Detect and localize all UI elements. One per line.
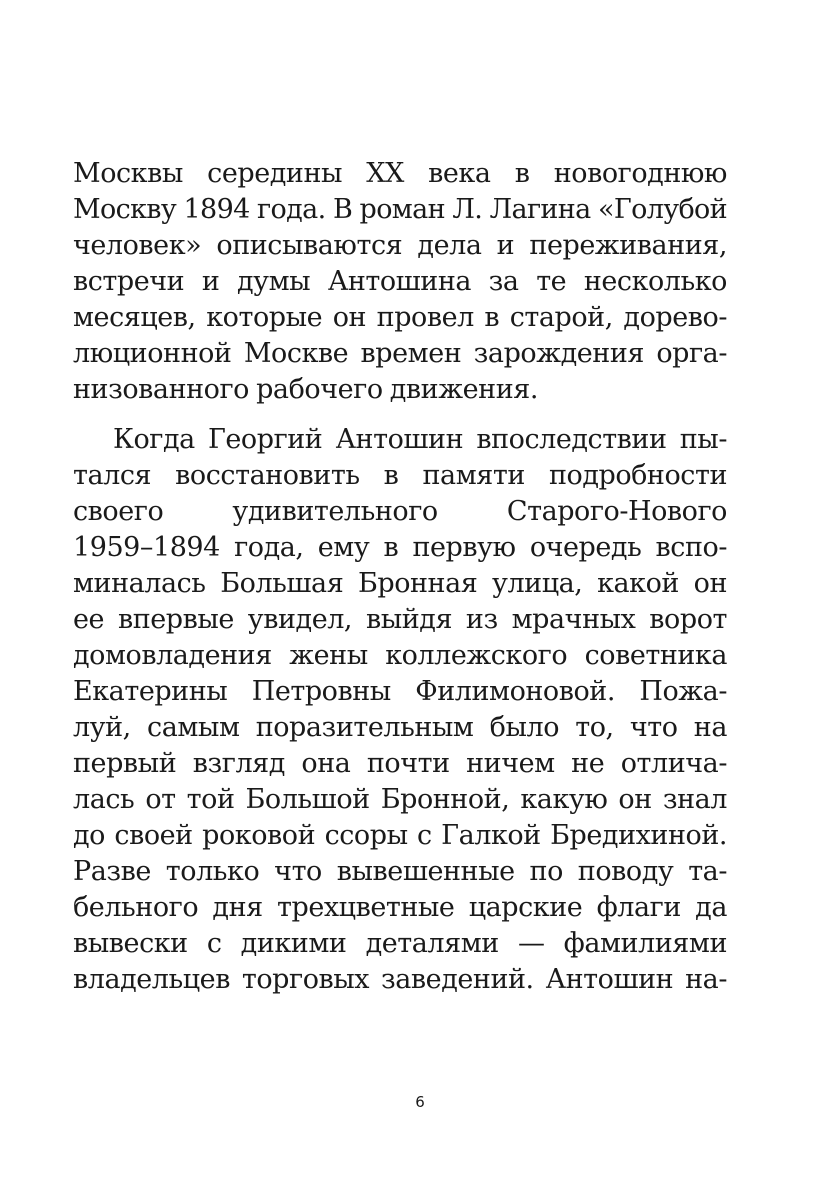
text-line: низованного рабочего движения. (73, 374, 538, 405)
text-line: встречи и думы Антошина за те несколько (73, 266, 727, 297)
page-body (73, 156, 727, 998)
page-number: 6 (415, 1093, 425, 1111)
text-line: Москву 1894 года. В роман Л. Лагина «Голубой (73, 194, 727, 225)
text-line: Москвы середины XX века в новогоднюю (73, 158, 727, 189)
text-line: Екатерины Петровны Филимоновой. Пожа- (73, 676, 727, 707)
text-line: человек» описываются дела и переживания, (73, 230, 727, 261)
text-line: Когда Георгий Антошин впоследствии пы- (113, 424, 727, 455)
text-line: люционной Москве времен зарождения орга- (73, 338, 727, 369)
text-line: вывески с дикими деталями — фамилиями (73, 928, 727, 959)
text-line: тался восстановить в памяти подробности (73, 460, 727, 491)
text-line: миналась Большая Бронная улица, какой он (73, 568, 727, 599)
paragraph-1 (73, 156, 727, 408)
text-line: луй, самым поразительным было то, что на (73, 712, 727, 743)
text-line: первый взгляд она почти ничем не отлича- (73, 748, 727, 779)
paragraph-2 (73, 422, 727, 998)
text-line: Разве только что вывешенные по поводу та- (73, 856, 727, 887)
text-line: бельного дня трехцветные царские флаги да (73, 892, 727, 923)
text-line: до своей роковой ссоры с Галкой Бредихиной. (73, 820, 727, 851)
text-line: месяцев, которые он провел в старой, дорево- (73, 302, 727, 333)
text-line: своего удивительного Старого-Нового (73, 496, 727, 527)
text-line: 1959–1894 года, ему в первую очередь вспо- (73, 532, 727, 563)
text-line: ее впервые увидел, выйдя из мрачных ворот (73, 604, 727, 635)
text-line: домовладения жены коллежского советника (73, 640, 727, 671)
text-line: лась от той Большой Бронной, какую он знал (73, 784, 727, 815)
text-line: владельцев торговых заведений. Антошин на- (73, 964, 727, 995)
